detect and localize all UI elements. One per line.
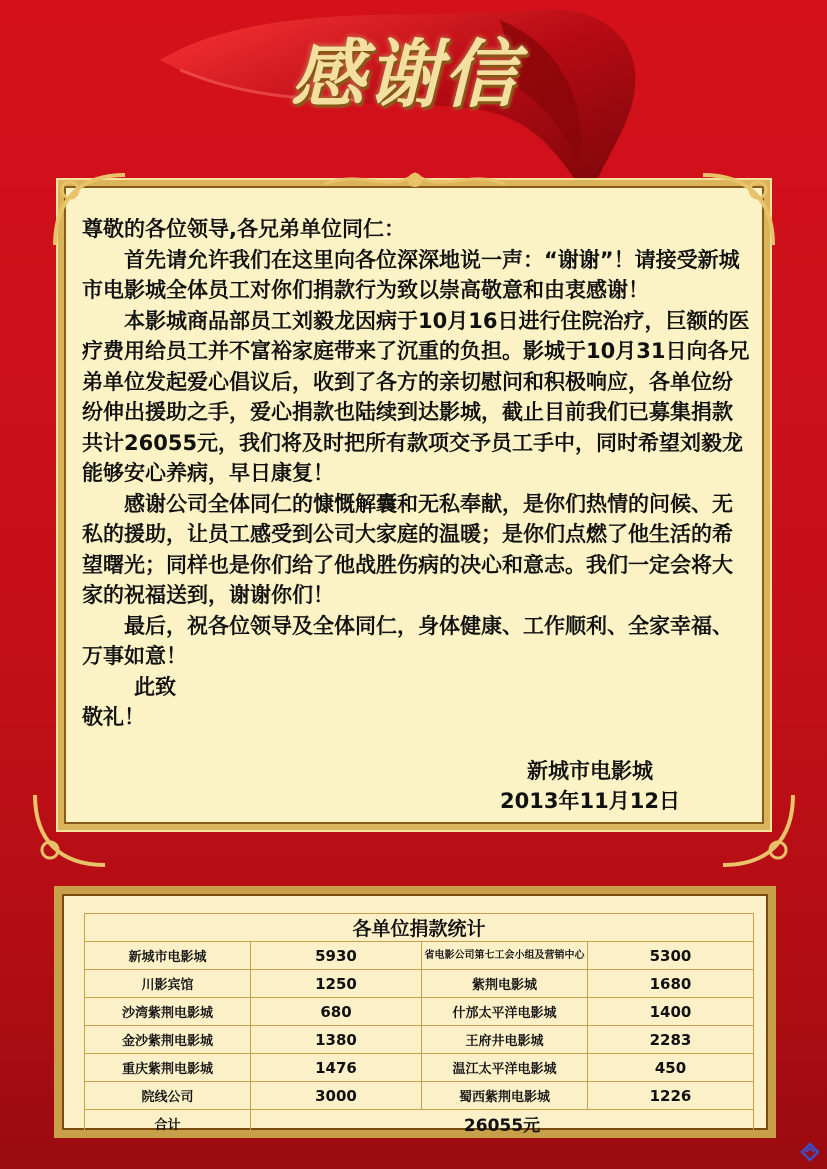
letter-date: 2013年11月12日 <box>500 789 680 813</box>
donation-amount: 1680 <box>588 970 754 998</box>
table-row <box>85 1082 754 1110</box>
table-row <box>85 942 754 970</box>
ornament-top-icon <box>320 164 510 196</box>
donor-name: 川影宾馆 <box>85 970 251 998</box>
table-row <box>85 1026 754 1054</box>
letter-paragraph: 感谢公司全体同仁的慷慨解囊和无私奉献，是你们热情的问候、无私的援助，让员工感受到公司大家庭的温暖；是你们点燃了他生活的希望曙光；同样也是你们给了他战胜伤病的决心和意志。我们一定会将大家的祝福送到，谢谢你们！ <box>82 491 733 607</box>
donation-amount: 2283 <box>588 1026 754 1054</box>
donor-name: 紫荆电影城 <box>422 970 588 998</box>
donor-name: 重庆紫荆电影城 <box>85 1054 251 1082</box>
donor-name: 蜀西紫荆电影城 <box>422 1082 588 1110</box>
letter-signature-block <box>500 756 680 816</box>
donation-amount: 5930 <box>251 942 422 970</box>
letter-paragraph: 首先请允许我们在这里向各位深深地说一声：“谢谢”！请接受新城市电影城全体员工对你们捐款行为致以崇高敬意和由衷感谢！ <box>82 247 740 302</box>
donation-amount: 5300 <box>588 942 754 970</box>
letter-body <box>82 214 752 733</box>
table-total-row <box>85 1110 754 1138</box>
donation-table <box>84 913 754 1138</box>
donor-name: 王府井电影城 <box>422 1026 588 1054</box>
donation-amount: 1226 <box>588 1082 754 1110</box>
donation-amount: 1380 <box>251 1026 422 1054</box>
donor-name: 沙湾紫荆电影城 <box>85 998 251 1026</box>
donor-name: 省电影公司第七工会小组及营销中心 <box>422 942 588 970</box>
donation-amount: 3000 <box>251 1082 422 1110</box>
donor-name: 金沙紫荆电影城 <box>85 1026 251 1054</box>
donation-amount: 680 <box>251 998 422 1026</box>
total-label: 合计 <box>85 1110 251 1138</box>
ornament-corner-icon <box>718 790 798 870</box>
donor-name: 新城市电影城 <box>85 942 251 970</box>
donation-amount: 1476 <box>251 1054 422 1082</box>
donation-amount: 1250 <box>251 970 422 998</box>
donor-name: 温江太平洋电影城 <box>422 1054 588 1082</box>
donor-name: 院线公司 <box>85 1082 251 1110</box>
donation-amount: 450 <box>588 1054 754 1082</box>
letter-signature: 新城市电影城 <box>527 759 653 783</box>
table-row <box>85 1054 754 1082</box>
total-value: 26055元 <box>251 1110 754 1138</box>
ornament-corner-icon <box>30 790 110 870</box>
donor-name: 什邡太平洋电影城 <box>422 998 588 1026</box>
donation-amount: 1400 <box>588 998 754 1026</box>
page-title: 感谢信 <box>291 32 519 118</box>
letter-closing: 此致 <box>134 674 176 699</box>
letter-salute: 敬礼！ <box>82 705 145 729</box>
letter-paragraph: 最后，祝各位领导及全体同仁，身体健康、工作顺利、全家幸福、万事如意！ <box>82 613 733 668</box>
table-row <box>85 998 754 1026</box>
table-row <box>85 970 754 998</box>
table-heading: 各单位捐款统计 <box>85 914 754 942</box>
letter-greeting: 尊敬的各位领导,各兄弟单位同仁： <box>82 217 405 241</box>
letter-paragraph: 本影城商品部员工刘毅龙因病于10月16日进行住院治疗，巨额的医疗费用给员工并不富裕家庭带来了沉重的负担。影城于10月31日向各兄弟单位发起爱心倡议后，收到了各方的亲切慰问和积极响应，各单位纷纷伸出援助之手，爱心捐款也陆续到达影城，截止目前我们已募集捐款共计26055元，我们将及时把所有款项交予员工手中，同时希望刘毅龙能够安心养病，早日康复！ <box>82 308 750 485</box>
corner-logo-icon <box>799 1141 821 1163</box>
